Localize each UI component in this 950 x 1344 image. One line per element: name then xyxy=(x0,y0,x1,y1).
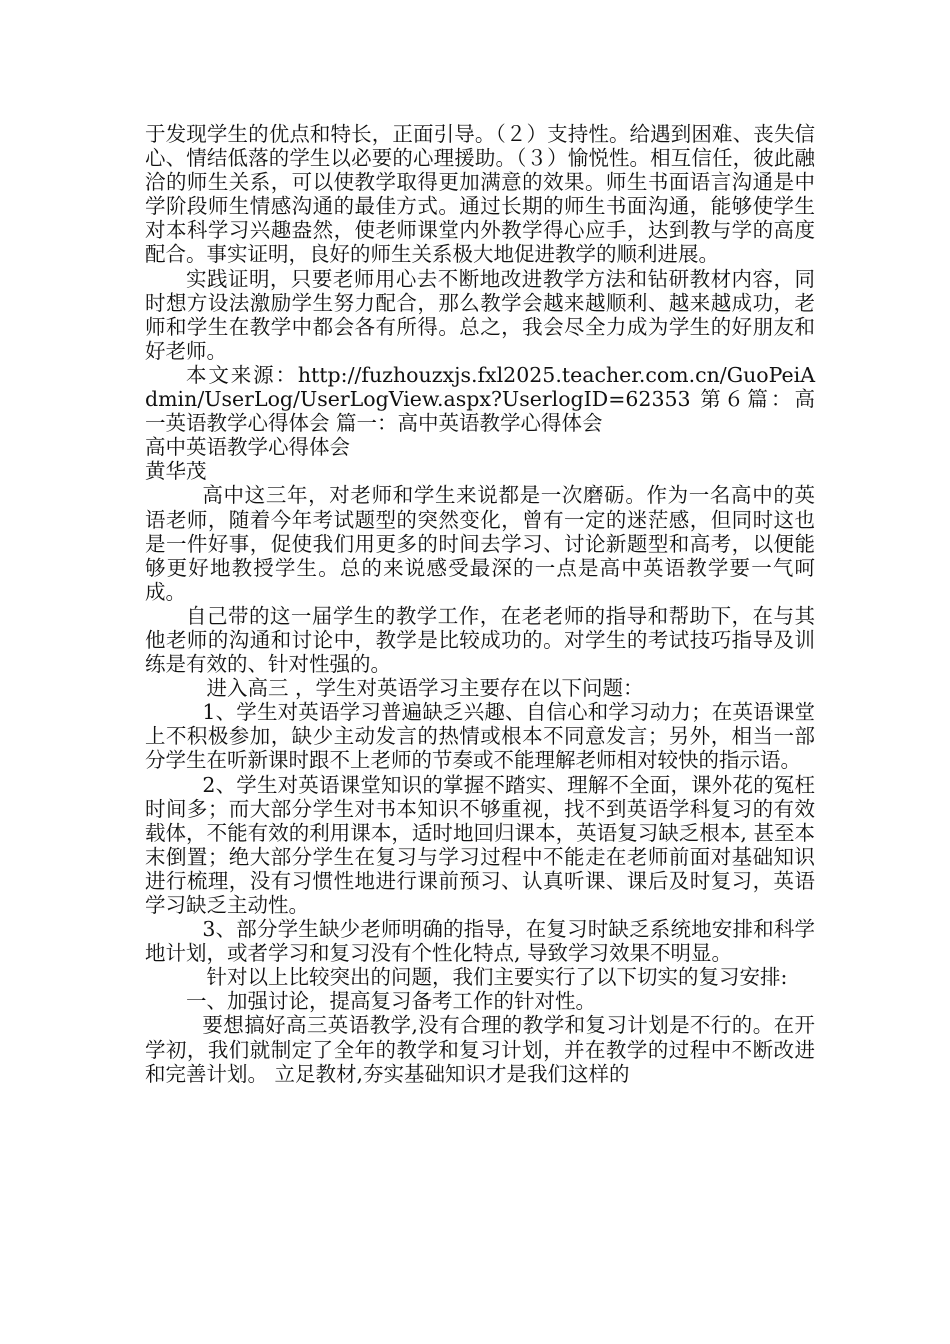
section-heading-1: 一、加强讨论，提高复习备考工作的针对性。 xyxy=(186,989,596,1014)
paragraph-1: 于发现学生的优点和特长，正面引导。（２）支持性。给遇到困难、丧失信心、情结低落的学生以必要的心理援助。（３）愉悦性。相互信任，彼此融洽的师生关系，可以使教学取得更加满意的效果。师生书面语言沟通是中学阶段师生情感沟通的最佳方式。通过长期的师生书面沟通，能够使学生对本科学习兴趣盎然，使老师课堂内外教学得心应手，达到教与学的高度配合。事实证明，良好的师生关系极大地促进教学的顺利进展。 xyxy=(145,122,815,267)
list-item-2: 2、学生对英语课堂知识的掌握不踏实、理解不全面，课外花的冤枉时间多；而大部分学生对书本知识不够重视，找不到英语学科复习的有效载体，不能有效的利用课本，适时地回归课本，英语复习缺乏根本, 甚至本末倒置；绝大部分学生在复习与学习过程中不能走在老师前面对基础知识进行梳理，没有习惯性地进行课前预习、认真听课、课后及时复习，英语学习缺乏主动性。 xyxy=(145,772,815,917)
paragraph-2: 实践证明，只要老师用心去不断地改进教学方法和钻研教材内容，同时想方设法激励学生努力配合，那么教学会越来越顺利、越来越成功，老师和学生在教学中都会各有所得。总之，我会尽全力成为学生的好朋友和好老师。 xyxy=(145,266,815,363)
paragraph-5: 进入高三 ，学生对英语学习主要存在以下问题： xyxy=(206,676,644,701)
paragraph-source: 本文来源：http://fuzhouzxjs.fxl2025.teacher.com.cn/GuoPeiAdmin/UserLog/UserLogView.aspx?UserlogID=62353 第６篇：高一英语教学心得体会 篇一：高中英语教学心得体会 xyxy=(145,362,815,436)
paragraph-3: 高中这三年，对老师和学生来说都是一次磨砺。作为一名高中的英语老师，随着今年考试题型的突然变化，曾有一定的迷茫感，但同时这也是一件好事，促使我们用更多的时间去学习、讨论新题型和高考，以便能够更好地教授学生。总的来说感受最深的一点是高中英语教学要一气呵成。 xyxy=(145,483,815,604)
document-body xyxy=(145,122,815,1086)
paragraph-7: 要想搞好高三英语教学,没有合理的教学和复习计划是不行的。在开学初，我们就制定了全年的教学和复习计划，并在教学的过程中不断改进和完善计划。 立足教材,夯实基础知识才是我们这样的 xyxy=(145,1013,815,1086)
paragraph-6: 针对以上比较突出的问题，我们主要实行了以下切实的复习安排: xyxy=(206,965,788,990)
list-item-1: 1、学生对英语学习普遍缺乏兴趣、自信心和学习动力；在英语课堂上不积极参加，缺少主动发言的热情或根本不同意发言；另外，相当一部分学生在听新课时跟不上老师的节奏或不能理解老师相对较快的指示语。 xyxy=(145,700,815,773)
article-title: 高中英语教学心得体会 xyxy=(145,435,350,460)
paragraph-4: 自己带的这一届学生的教学工作，在老老师的指导和帮助下，在与其他老师的沟通和讨论中，教学是比较成功的。对学生的考试技巧指导及训练是有效的、针对性强的。 xyxy=(145,603,815,677)
article-author: 黄华茂 xyxy=(145,459,207,484)
list-item-3: 3、部分学生缺少老师明确的指导，在复习时缺乏系统地安排和科学地计划，或者学习和复习没有个性化特点, 导致学习效果不明显。 xyxy=(145,917,815,966)
